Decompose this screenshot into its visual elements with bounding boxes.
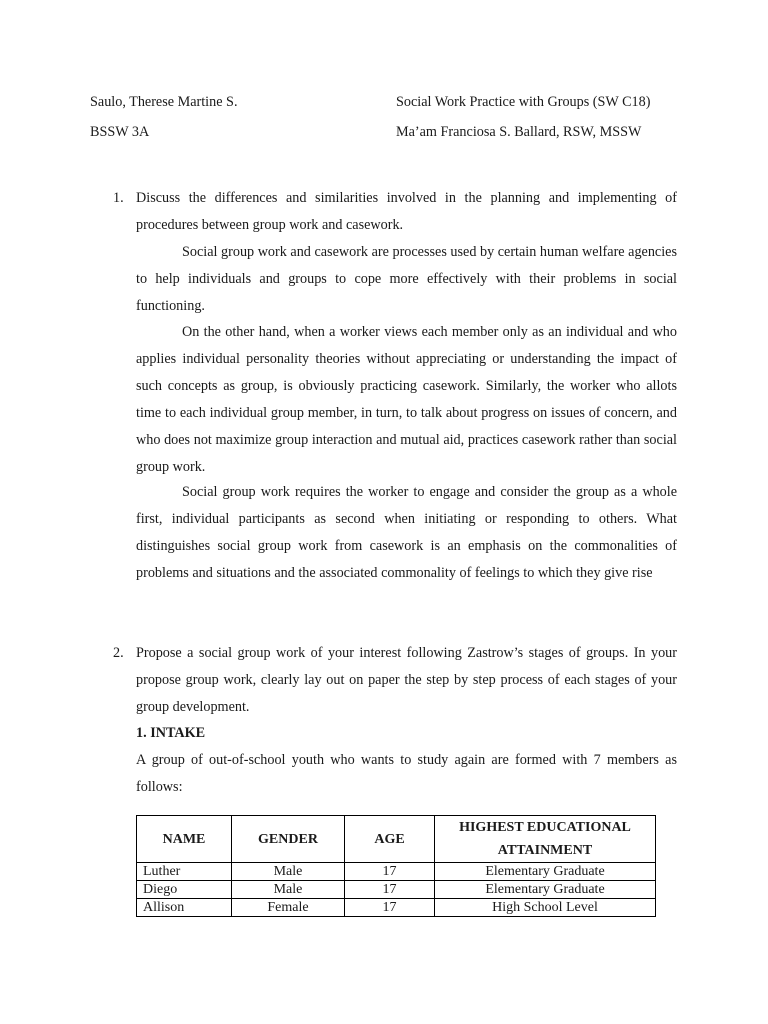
table-header-row [137,816,656,863]
question-1-answer-paragraph: Social group work requires the worker to engage and consider the group as a whole first, individual participants as second when initiating or responding to others. What distinguishes social group work from casework is an emphasis on the commonalities of problems and situations and the associated commonality of feelings to which they give rise [136,484,677,581]
column-header-age: AGE [345,816,435,863]
course-title: Social Work Practice with Groups (SW C18) [396,94,651,110]
cell-name: Diego [137,881,232,899]
cell-age: 17 [345,899,435,917]
cell-name: Luther [137,863,232,881]
table-row [137,881,656,899]
student-name: Saulo, Therese Martine S. [90,94,238,110]
question-1-answer-paragraph: On the other hand, when a worker views each member only as an individual and who applies individual personality theories without appreciating or understanding the impact of such concepts as group, is obviously practicing casework. Similarly, the worker who allots time to each individual group member, in turn, to talk about progress on issues of concern, and who does not maximize group interaction and mutual aid, practices casework rather than social group work. [136,324,677,475]
cell-gender: Male [232,881,345,899]
question-2-number: 2. [113,645,124,661]
members-table [136,815,656,917]
cell-gender: Female [232,899,345,917]
cell-name: Allison [137,899,232,917]
column-header-education: HIGHEST EDUCATIONAL ATTAINMENT [435,816,656,863]
cell-age: 17 [345,881,435,899]
question-1-prompt: Discuss the differences and similarities involved in the planning and implementing of procedures between group work and casework. [136,190,677,233]
table-row [137,863,656,881]
cell-education: High School Level [435,899,656,917]
column-header-name: NAME [137,816,232,863]
question-2-prompt: Propose a social group work of your interest following Zastrow’s stages of groups. In your propose group work, clearly lay out on paper the step by step process of each stages of your group development. [136,645,677,715]
intake-intro: A group of out-of-school youth who wants to study again are formed with 7 members as follows: [136,752,677,795]
instructor-name: Ma’am Franciosa S. Ballard, RSW, MSSW [396,124,642,140]
cell-education: Elementary Graduate [435,881,656,899]
cell-education: Elementary Graduate [435,863,656,881]
cell-age: 17 [345,863,435,881]
cell-gender: Male [232,863,345,881]
table-row [137,899,656,917]
intake-heading: 1. INTAKE [136,725,206,741]
column-header-gender: GENDER [232,816,345,863]
question-1-number: 1. [113,190,124,206]
student-section: BSSW 3A [90,124,150,140]
question-1-answer-paragraph: Social group work and casework are processes used by certain human welfare agencies to help individuals and groups to cope more effectively with their problems in social functioning. [136,244,677,314]
